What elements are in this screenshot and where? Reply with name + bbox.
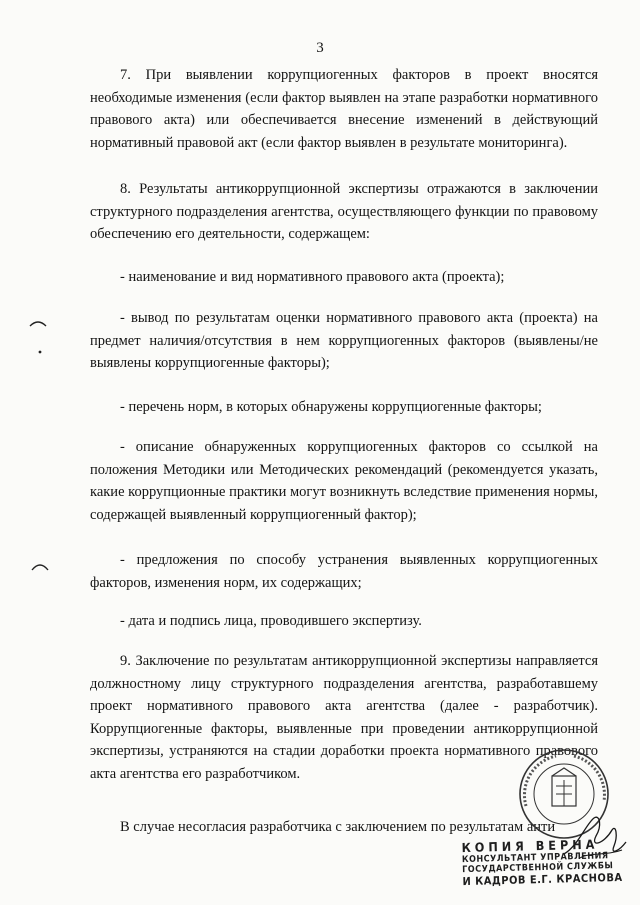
paragraph-9: 9. Заключение по результатам антикоррупционной экспертизы направляется должностному лицу структурного подразделения агентства, разработавшему проект нормативного правового акта агентства (далее - разработчик). Коррупциогенные факторы, выявленные при проведении антикоррупционной экспертизы, устраняются на стадии доработки проекта нормативного правового акта агентства его разработчиком. bbox=[90, 653, 598, 782]
list-item-conclusion: - вывод по результатам оценки нормативного правового акта (проекта) на предмет наличия/отсутствия в нем коррупциогенных факторов (выявлены/не выявлены коррупциогенные факторы); bbox=[90, 310, 598, 372]
paragraph-7: 7. При выявлении коррупциогенных факторов в проект вносятся необходимые изменения (если фактор выявлен на этапе разработки нормативного правового акта) или обеспечивается внесение изменений в действующий нормативный правовой акт (если фактор выявлен в результате мониторинга). bbox=[90, 67, 598, 151]
list-item-date-signature: - дата и подпись лица, проводившего экспертизу. bbox=[120, 613, 422, 629]
list-item-act-name: - наименование и вид нормативного правового акта (проекта); bbox=[120, 269, 505, 285]
list-item-factors-description: - описание обнаруженных коррупциогенных факторов со ссылкой на положения Методики или Методических рекомендаций (рекомендуется указать, какие коррупционные практики могут возникнуть вследствие применения нормы, содержащей выявленный коррупциогенный фактор); bbox=[90, 439, 598, 523]
paragraph-disagreement: В случае несогласия разработчика с заключением по результатам анти bbox=[120, 819, 556, 835]
list-item-proposals: - предложения по способу устранения выявленных коррупциогенных факторов, изменения норм, их содержащих; bbox=[90, 552, 598, 591]
stamp-copy-label: КОПИЯ ВЕРНА bbox=[461, 836, 599, 856]
stamp-line-2: ГОСУДАРСТВЕННОЙ СЛУЖБЫ bbox=[462, 861, 614, 876]
copy-stamp bbox=[461, 836, 622, 888]
punch-mark-upper bbox=[28, 316, 50, 356]
paragraph-8: 8. Результаты антикоррупционной экспертизы отражаются в заключении структурного подразделения агентства, осуществляющего функции по правовому обеспечению его деятельности, содержащем: bbox=[90, 181, 598, 243]
list-item-norms-list: - перечень норм, в которых обнаружены коррупциогенные факторы; bbox=[120, 399, 542, 415]
page-number: 3 bbox=[316, 40, 324, 56]
stamp-line-1: КОНСУЛЬТАНТ УПРАВЛЕНИЯ bbox=[461, 851, 609, 866]
stamp-line-3: И КАДРОВ Е.Г. КРАСНОВА bbox=[462, 870, 623, 889]
punch-mark-lower bbox=[30, 558, 50, 574]
